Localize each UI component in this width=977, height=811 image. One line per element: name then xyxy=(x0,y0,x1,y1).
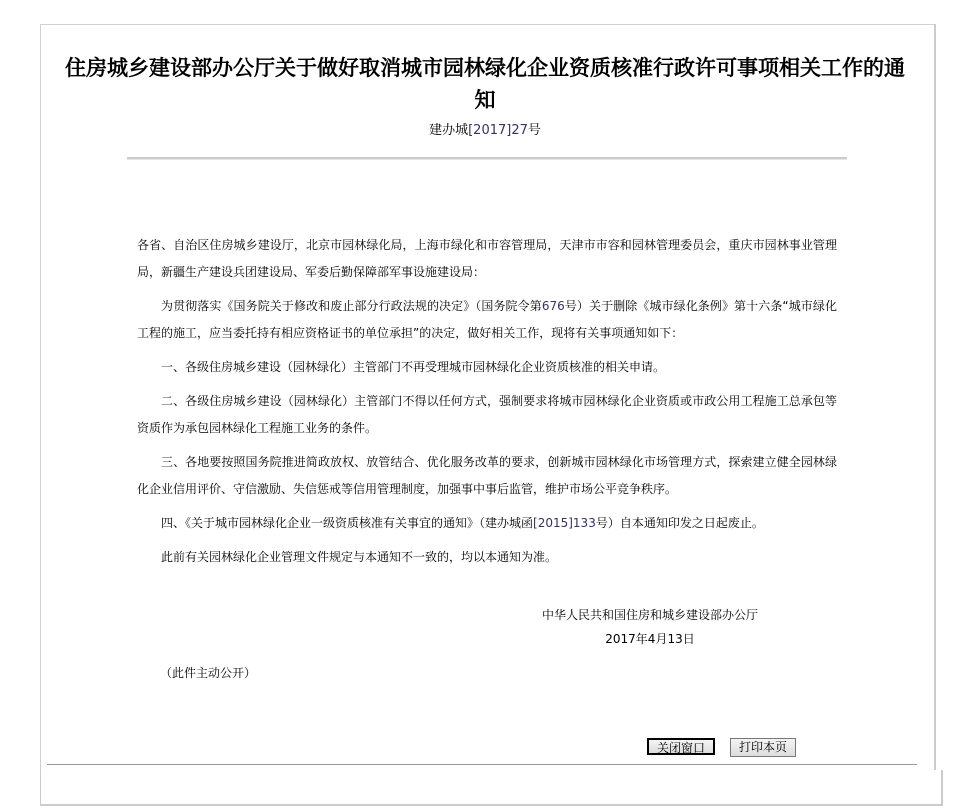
signature-date: 2017年4月13日 xyxy=(605,632,695,646)
doc-year: [2017] xyxy=(468,123,512,138)
paragraph-item-1: 一、各级住房城乡建设（园林绿化）主管部门不再受理城市园林绿化企业资质核准的相关申请。 xyxy=(161,360,666,374)
print-page-button[interactable]: 打印本页 xyxy=(730,738,796,757)
signature-org: 中华人民共和国住房和城乡建设部办公厅 xyxy=(541,608,758,622)
document-number xyxy=(60,119,910,138)
page-title: 住房城乡建设部办公厅关于做好取消城市园林绿化企业资质核准行政许可事项相关工作的通知 xyxy=(65,55,905,112)
ref-number: [2015]133 xyxy=(533,516,596,530)
footer-divider xyxy=(47,764,917,765)
text: 号）关于删除《城市绿化条例》第十六条“城市绿化工程的施工，应当委托持有相应资格证书的单位承担”的决定，做好相关工作，现将有关事项通知如下： xyxy=(137,299,837,340)
signature-block xyxy=(540,603,760,651)
doc-num: 27 xyxy=(511,123,528,138)
title-divider xyxy=(127,157,847,160)
page-footer-frame xyxy=(40,770,943,806)
close-window-button[interactable]: 关闭窗口 xyxy=(647,738,715,755)
paragraph-intro xyxy=(137,293,837,347)
text: 号）自本通知印发之日起废止。 xyxy=(595,516,764,530)
doc-suffix: 号 xyxy=(527,123,541,138)
publication-note: （此件主动公开） xyxy=(160,666,257,680)
text: 四、《关于城市园林绿化企业一级资质核准有关事宜的通知》（建办城函 xyxy=(161,516,534,530)
addressees: 各省、自治区住房城乡建设厅，北京市园林绿化局，上海市绿化和市容管理局，天津市市容和园林管理委员会，重庆市园林事业管理局，新疆生产建设兵团建设局、军委后勤保障部军事设施建设局： xyxy=(137,238,837,279)
document-body xyxy=(137,232,837,578)
text: 为贯彻落实《国务院关于修改和废止部分行政法规的决定》（国务院令第 xyxy=(161,299,542,313)
paragraph-item-3: 三、各地要按照国务院推进简政放权、放管结合、优化服务改革的要求，创新城市园林绿化市场管理方式，探索建立健全园林绿化企业信用评价、守信激励、失信惩戒等信用管理制度，加强事中事后监管，维护市场公平竞争秩序。 xyxy=(137,455,837,496)
paragraph-item-4 xyxy=(137,510,837,537)
doc-prefix: 建办城 xyxy=(429,123,469,138)
paragraph-item-2: 二、各级住房城乡建设（园林绿化）主管部门不得以任何方式，强制要求将城市园林绿化企业资质或市政公用工程施工总承包等资质作为承包园林绿化工程施工业务的条件。 xyxy=(137,394,837,435)
paragraph-closing: 此前有关园林绿化企业管理文件规定与本通知不一致的，均以本通知为准。 xyxy=(161,550,558,564)
order-number: 676 xyxy=(541,299,565,313)
